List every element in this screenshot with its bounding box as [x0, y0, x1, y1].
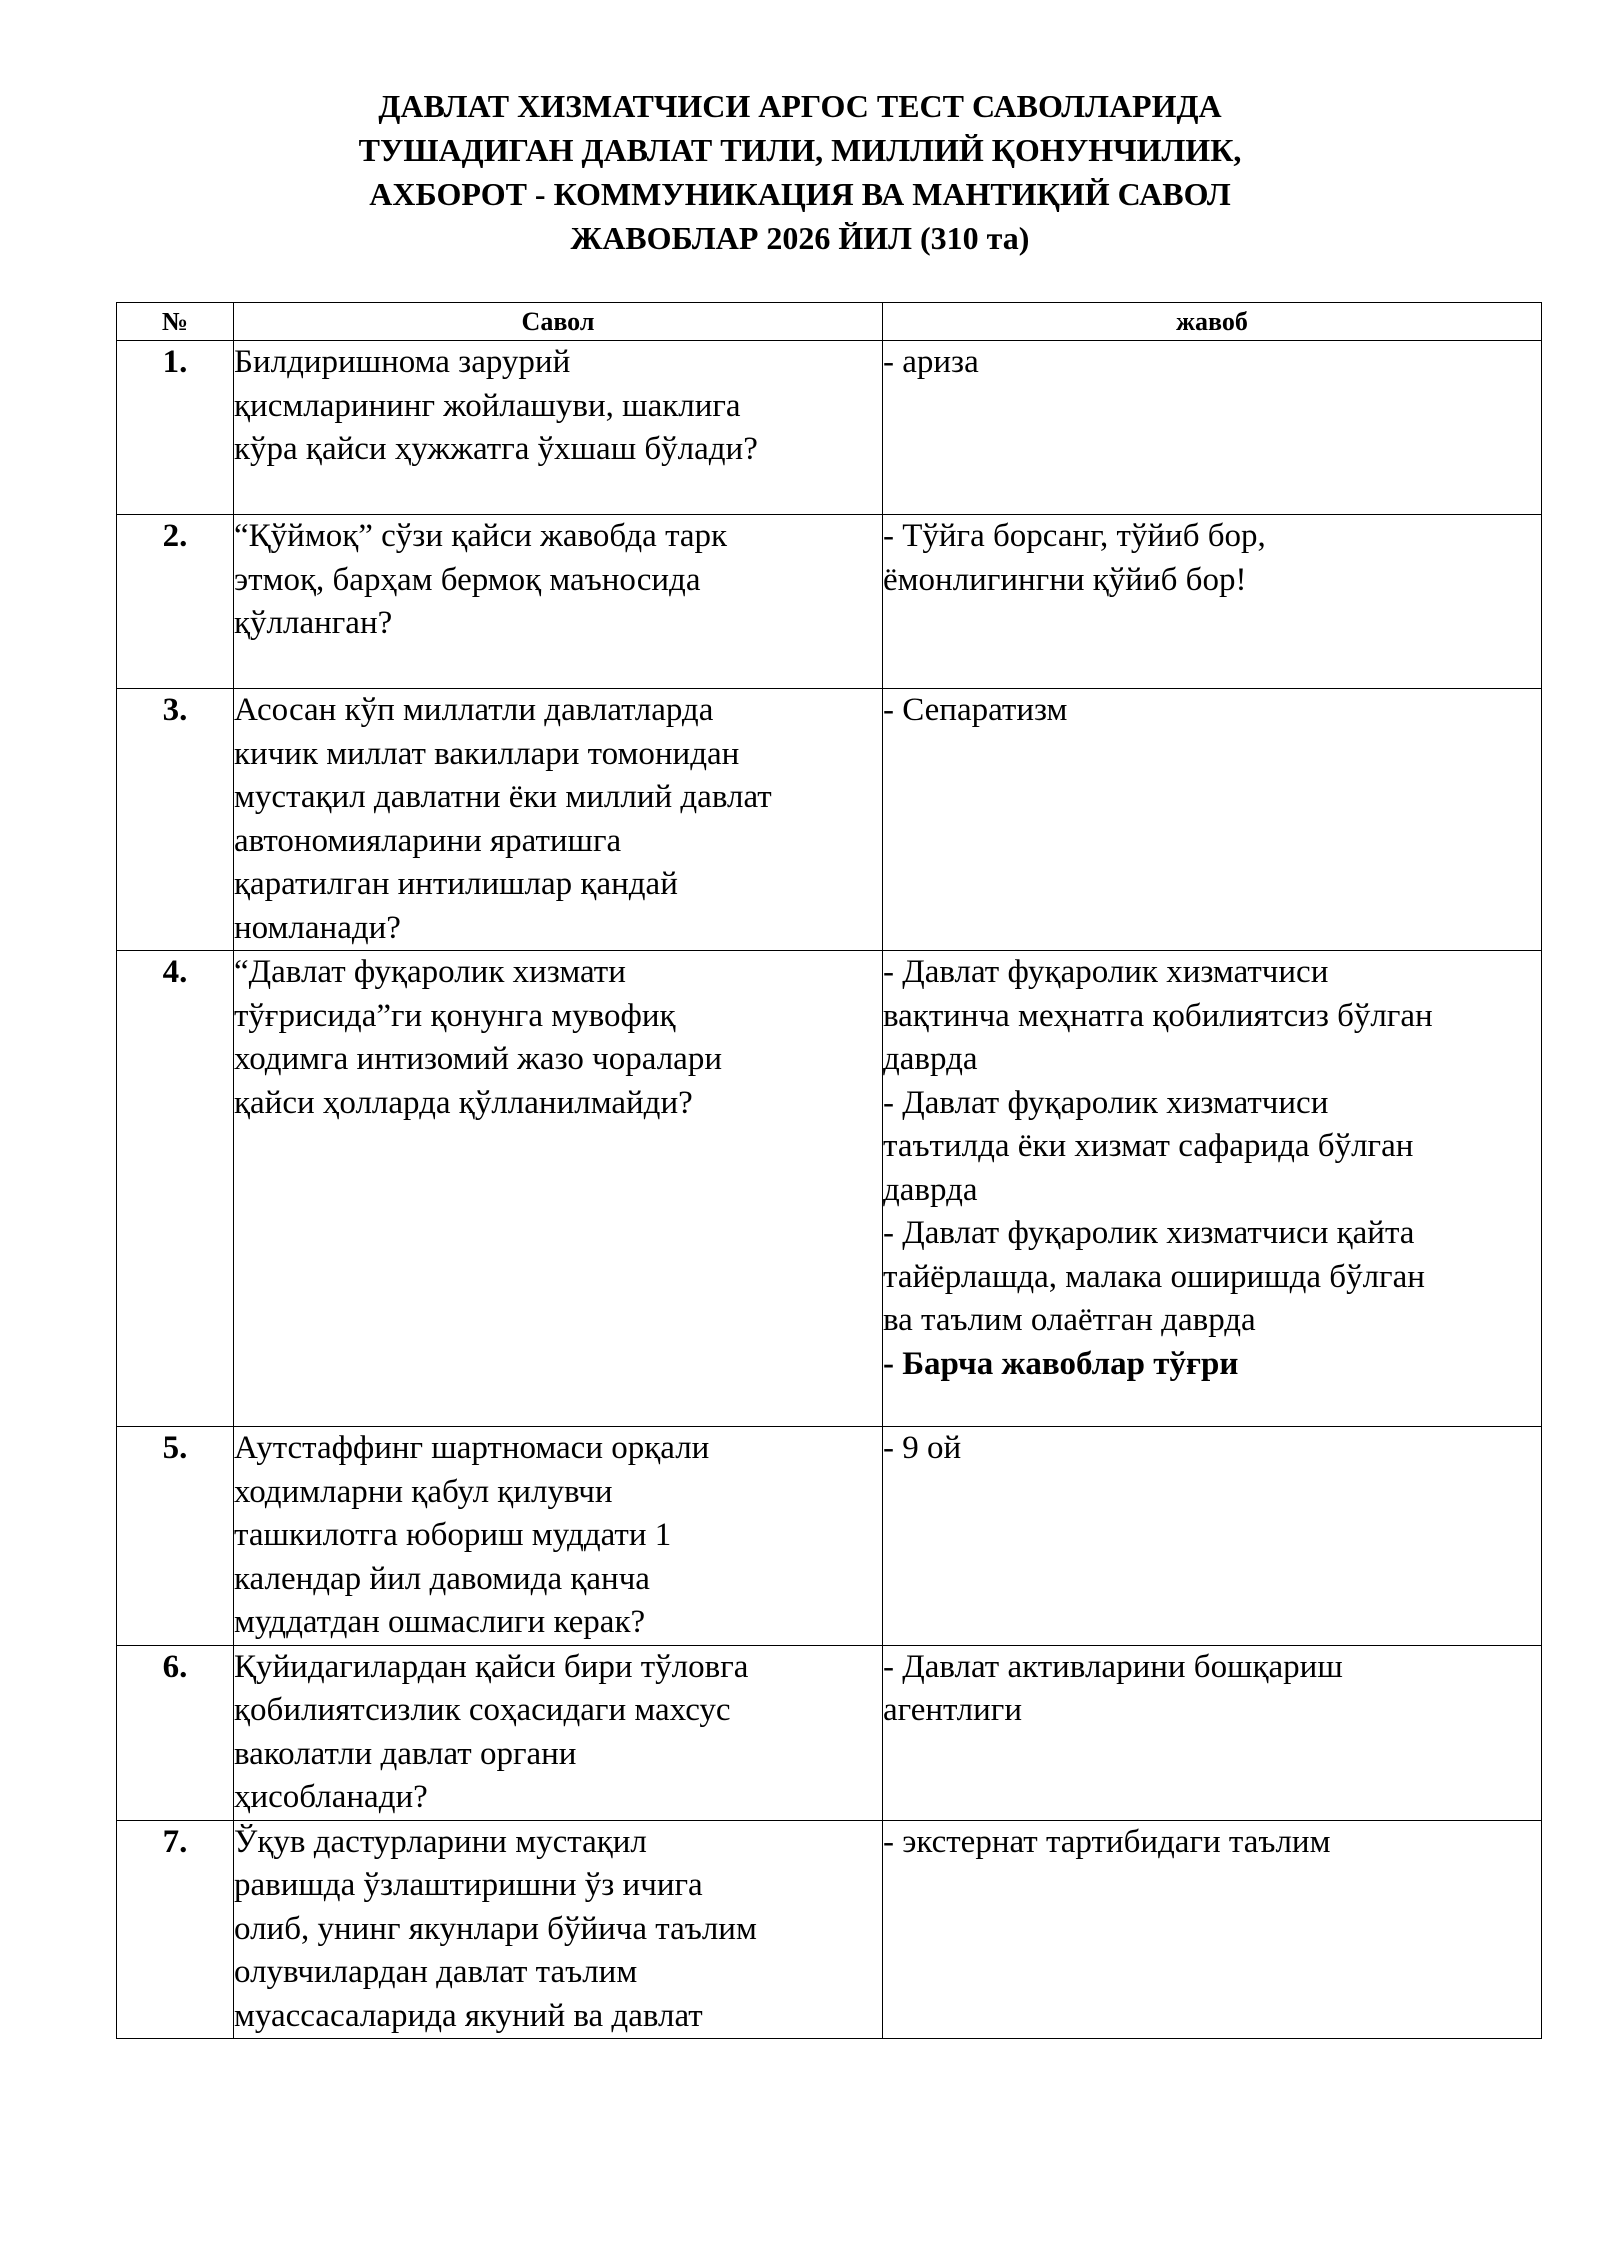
question-text-line: ташкилотга юбориш муддати 1: [234, 1517, 672, 1553]
question-text-line: Асосан кўп миллатли давлатларда: [234, 692, 714, 728]
question-cell: [234, 341, 883, 515]
question-text-line: кўра қайси ҳужжатга ўхшаш бўлади?: [234, 431, 758, 467]
question-number: 5.: [117, 1427, 234, 1646]
question-text-line: автономияларини яратишга: [234, 822, 622, 859]
answer-text-line: ва таълим олаётган даврда: [883, 1302, 1256, 1338]
header-question: Савол: [234, 303, 883, 341]
answer-text-line: даврда: [883, 1171, 978, 1208]
question-cell: [234, 515, 883, 689]
table-header-row: [117, 303, 1542, 341]
table-row: [117, 1645, 1542, 1820]
answer-cell: [883, 689, 1542, 951]
question-cell: [234, 1427, 883, 1646]
question-text-line: қобилиятсизлик соҳасидаги махсус: [234, 1692, 731, 1728]
question-text-line: қаратилган интилишлар қандай: [234, 866, 678, 902]
answer-cell: [883, 1645, 1542, 1820]
answer-text-line: таътилда ёки хизмат сафарида бўлган: [883, 1128, 1414, 1164]
question-number: 7.: [117, 1820, 234, 2039]
question-text-line: олиб, унинг якунлари бўйича таълим: [234, 1910, 757, 1947]
question-text-line: календар йил давомида қанча: [234, 1560, 650, 1597]
answer-text-line: - Сепаратизм: [883, 692, 1068, 728]
question-text-line: муддатдан ошмаслиги керак?: [234, 1604, 646, 1640]
question-cell: [234, 689, 883, 951]
title-line: ЖАВОБЛАР 2026 ЙИЛ (310 та): [570, 220, 1030, 256]
question-text-line: мустақил давлатни ёки миллий давлат: [234, 779, 772, 815]
question-text-line: қайси ҳолларда қўлланилмайди?: [234, 1084, 693, 1121]
answer-cell: [883, 341, 1542, 515]
answer-text-line: - Давлат активларини бошқариш: [883, 1648, 1343, 1685]
question-number: 2.: [117, 515, 234, 689]
question-number: 1.: [117, 341, 234, 515]
question-text-line: олувчилардан давлат таълим: [234, 1954, 638, 1990]
answer-text-line: - Давлат фуқаролик хизматчиси: [883, 1084, 1329, 1121]
question-text-line: номланади?: [234, 909, 401, 946]
answer-cell: [883, 515, 1542, 689]
question-text-line: Билдиришнома зарурий: [234, 344, 571, 380]
question-text-line: равишда ўзлаштиришни ўз ичига: [234, 1867, 703, 1903]
document-title: [100, 84, 1500, 260]
answer-text-line: - ариза: [883, 344, 979, 380]
question-text-line: “Давлат фуқаролик хизмати: [234, 954, 626, 990]
question-text-line: қўлланган?: [234, 605, 393, 641]
question-text-line: қисмларининг жойлашуви, шаклига: [234, 387, 741, 424]
table-row: [117, 515, 1542, 689]
answer-cell: [883, 1427, 1542, 1646]
title-line: ТУШАДИГАН ДАВЛАТ ТИЛИ, МИЛЛИЙ ҚОНУНЧИЛИК,: [358, 132, 1242, 168]
table-row: [117, 1820, 1542, 2039]
question-text-line: Аутстаффинг шартномаси орқали: [234, 1430, 710, 1466]
answer-cell: [883, 951, 1542, 1427]
question-number: 6.: [117, 1645, 234, 1820]
question-number: 4.: [117, 951, 234, 1427]
header-answer: жавоб: [883, 303, 1542, 341]
answer-text-line: ёмонлигингни қўйиб бор!: [883, 561, 1247, 598]
question-text-line: муассасаларида якуний ва давлат: [234, 1997, 703, 2034]
answer-text-line: тайёрлашда, малака оширишда бўлган: [883, 1258, 1425, 1295]
title-line: ДАВЛАТ ХИЗМАТЧИСИ АРГОС ТЕСТ САВОЛЛАРИДА: [378, 88, 1222, 124]
question-text-line: “Қўймоқ” сўзи қайси жавобда тарк: [234, 518, 728, 554]
question-text-line: ҳисобланади?: [234, 1779, 428, 1815]
table-row: [117, 689, 1542, 951]
header-number: №: [117, 303, 234, 341]
correct-answer-line: - Барча жавоблар тўғри: [883, 1345, 1239, 1382]
qa-table: [116, 302, 1542, 2039]
question-text-line: Ўқув дастурларини мустақил: [234, 1823, 647, 1860]
answer-text-line: даврда: [883, 1041, 978, 1077]
question-cell: [234, 951, 883, 1427]
question-cell: [234, 1645, 883, 1820]
question-text-line: этмоқ, барҳам бермоқ маъносида: [234, 561, 701, 598]
table-row: [117, 1427, 1542, 1646]
question-text-line: ходимга интизомий жазо чоралари: [234, 1041, 722, 1077]
answer-text-line: - Тўйга борсанг, тўйиб бор,: [883, 518, 1266, 554]
title-line: АХБОРОТ - КОММУНИКАЦИЯ ВА МАНТИҚИЙ САВОЛ: [369, 176, 1231, 212]
answer-text-line: - экстернат тартибидаги таълим: [883, 1823, 1331, 1860]
answer-text-line: - 9 ой: [883, 1430, 962, 1466]
question-number: 3.: [117, 689, 234, 951]
question-text-line: тўғрисида”ги қонунга мувофиқ: [234, 997, 676, 1034]
answer-text-line: - Давлат фуқаролик хизматчиси: [883, 954, 1329, 990]
question-text-line: ваколатли давлат органи: [234, 1735, 577, 1772]
answer-text-line: вақтинча меҳнатга қобилиятсиз бўлган: [883, 997, 1433, 1034]
question-cell: [234, 1820, 883, 2039]
answer-cell: [883, 1820, 1542, 2039]
answer-text-line: - Давлат фуқаролик хизматчиси қайта: [883, 1215, 1415, 1251]
table-row: [117, 341, 1542, 515]
question-text-line: ходимларни қабул қилувчи: [234, 1473, 613, 1510]
table-row: [117, 951, 1542, 1427]
question-text-line: Қуйидагилардан қайси бири тўловга: [234, 1648, 749, 1685]
answer-text-line: агентлиги: [883, 1692, 1022, 1728]
question-text-line: кичик миллат вакиллари томонидан: [234, 735, 740, 772]
